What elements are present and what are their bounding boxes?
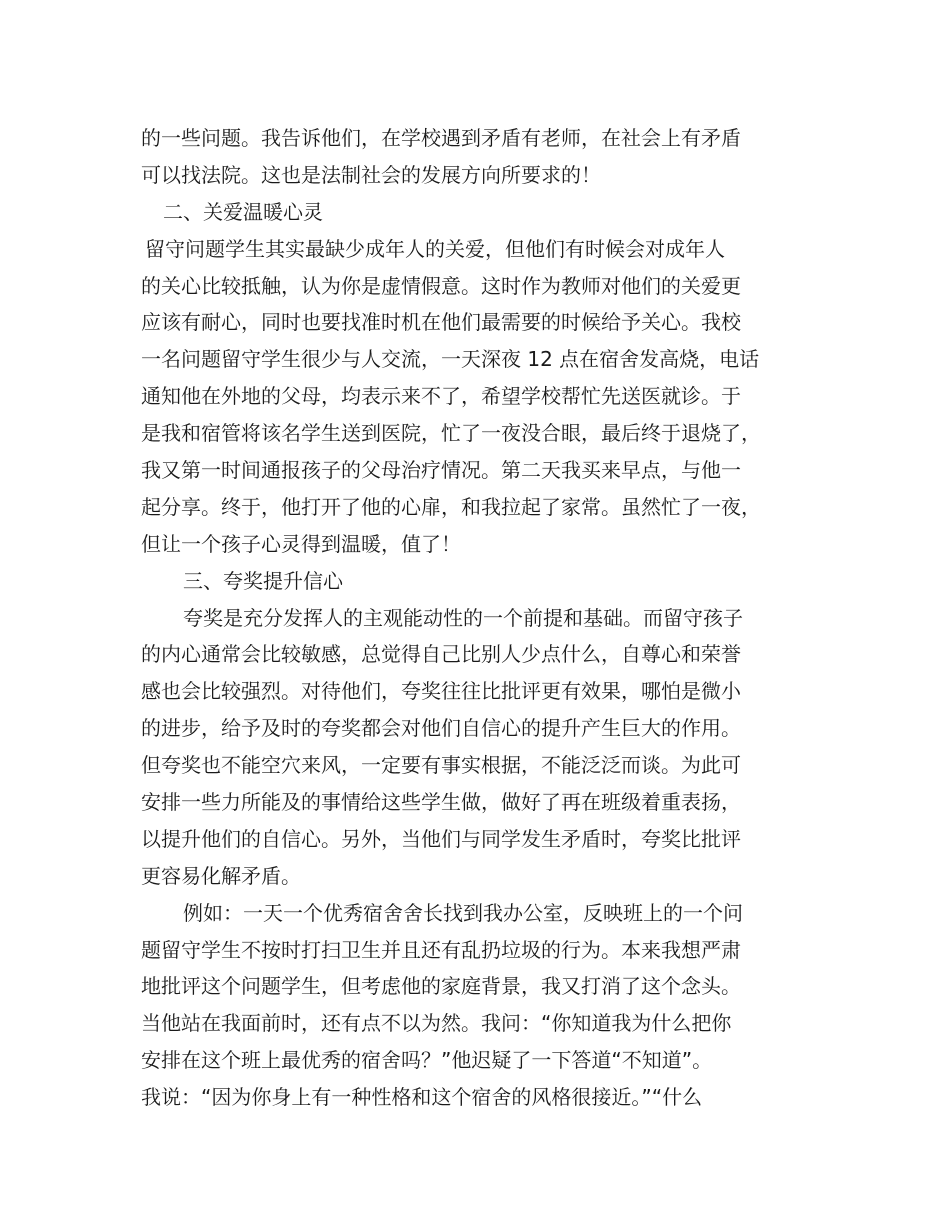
text-line: 安排在这个班上最优秀的宿舍吗？”他迟疑了一下答道“不知道”。	[141, 1048, 713, 1073]
text-line: 以提升他们的自信心。另外，当他们与同学发生矛盾时，夸奖比批评	[141, 826, 741, 851]
text-line: 是我和宿管将该名学生送到医院，忙了一夜没合眼，最后终于退烧了，	[141, 421, 761, 446]
text-line: 感也会比较强烈。对待他们，夸奖往往比批评更有效果，哪怕是微小	[141, 679, 741, 704]
text-line: 当他站在我面前时，还有点不以为然。我问：“你知道我为什么把你	[141, 1011, 732, 1036]
text-line: 的一些问题。我告诉他们，在学校遇到矛盾有老师，在社会上有矛盾	[141, 126, 741, 150]
text-line: 的内心通常会比较敏感，总觉得自己比别人少点什么，自尊心和荣誉	[141, 642, 741, 667]
text-line: 题留守学生不按时打扫卫生并且还有乱扔垃圾的行为。本来我想严肃	[141, 937, 741, 962]
text-line: 安排一些力所能及的事情给这些学生做，做好了再在班级着重表扬，	[141, 790, 741, 815]
text-line: 例如：一天一个优秀宿舍舍长找到我办公室，反映班上的一个问	[183, 900, 743, 925]
text-line: 通知他在外地的父母，均表示来不了，希望学校帮忙先送医就诊。于	[141, 384, 741, 409]
section-heading: 二、关爱温暖心灵	[163, 199, 323, 224]
text-line: 但让一个孩子心灵得到温暖，值了！	[141, 531, 461, 556]
text-line: 我又第一时间通报孩子的父母治疗情况。第二天我买来早点，与他一	[141, 458, 741, 483]
text-line: 地批评这个问题学生，但考虑他的家庭背景，我又打消了这个念头。	[141, 974, 741, 999]
text-line: 更容易化解矛盾。	[141, 863, 301, 888]
text-line: 可以找法院。这也是法制社会的发展方向所要求的！	[141, 162, 601, 187]
text-line: 起分享。终于，他打开了他的心扉，和我拉起了家常。虽然忙了一夜，	[141, 494, 761, 519]
text-line: 的关心比较抵触，认为你是虚情假意。这时作为教师对他们的关爱更	[141, 273, 741, 298]
text-line: 我说：“因为你身上有一种性格和这个宿舍的风格很接近。”“什么	[141, 1085, 703, 1110]
text-line: 夸奖是充分发挥人的主观能动性的一个前提和基础。而留守孩子	[183, 605, 743, 630]
text-line: 但夸奖也不能空穴来风，一定要有事实根据，不能泛泛而谈。为此可	[141, 753, 741, 778]
section-heading: 三、夸奖提升信心	[183, 568, 343, 593]
text-line: 留守问题学生其实最缺少成年人的关爱，但他们有时候会对成年人	[145, 236, 725, 261]
text-line: 的进步，给予及时的夸奖都会对他们自信心的提升产生巨大的作用。	[141, 716, 741, 741]
text-line: 应该有耐心，同时也要找准时机在他们最需要的时候给予关心。我校	[141, 310, 741, 335]
document-body	[141, 120, 811, 1116]
text-line: 一名问题留守学生很少与人交流，一天深夜 12 点在宿舍发高烧，电话	[141, 347, 760, 372]
